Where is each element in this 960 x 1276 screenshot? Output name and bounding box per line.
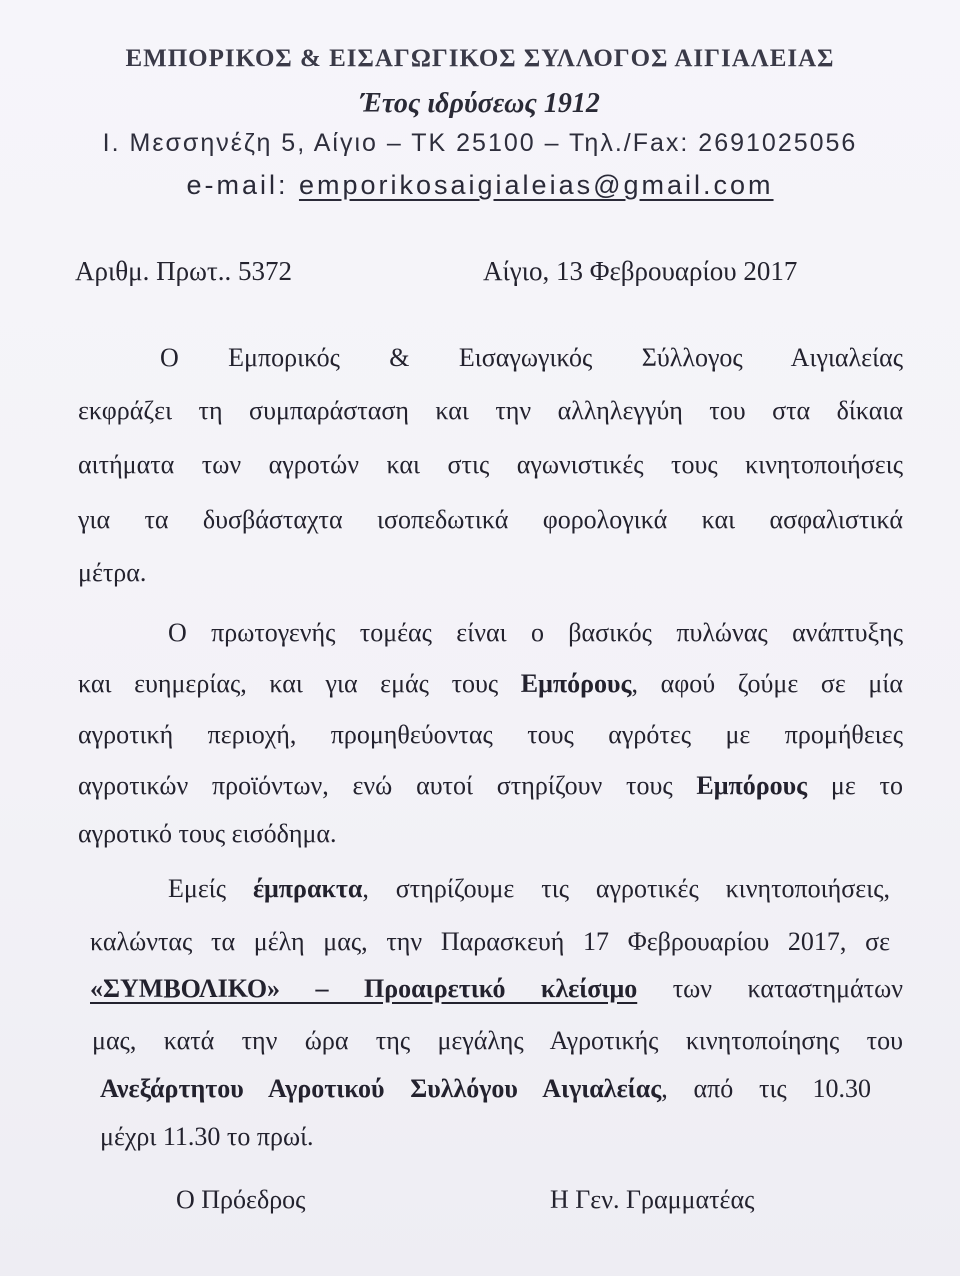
p1-line-4: για τα δυσβάσταχτα ισοπεδωτικά φορολογικά και ασφαλιστικά [78, 505, 903, 534]
signature-president: Ο Πρόεδρος [176, 1185, 306, 1214]
place-date: Αίγιο, 13 Φεβρουαρίου 2017 [483, 256, 798, 286]
p3-line-5-b: , από τις 10.30 [661, 1074, 871, 1103]
p2-line-4-a: αγροτικών προϊόντων, ενώ αυτοί στηρίζουν τους [78, 771, 697, 800]
p2-line-2-a: και ευημερίας, και για εμάς τους [78, 669, 521, 698]
emporous-emphasis-2: Εμπόρους [696, 771, 808, 800]
p2-line-1: Ο πρωτογενής τομέας είναι ο βασικός πυλώνας ανάπτυξης [168, 618, 903, 647]
founding-year: Έτος ιδρύσεως 1912 [360, 88, 600, 119]
p3-line-6: μέχρι 11.30 το πρωί. [100, 1122, 314, 1151]
p3-line-1-c: , στηρίζουμε τις αγροτικές κινητοποιήσεις, [362, 874, 890, 903]
p2-line-2 [78, 668, 903, 700]
email-link[interactable]: emporikosaigialeias@gmail.com [298, 170, 774, 200]
p3-line-5 [100, 1073, 871, 1105]
protocol-number: Αριθμ. Πρωτ.. 5372 [75, 256, 292, 286]
association-name-emphasis: Ανεξάρτητου Αγροτικού Συλλόγου Αιγιαλείας [100, 1074, 662, 1103]
p3-line-1-a: Εμείς [168, 874, 253, 903]
p2-line-5: αγροτικό τους εισόδημα. [78, 819, 337, 848]
p1-line-5: μέτρα. [78, 558, 147, 587]
p2-line-4 [78, 770, 903, 802]
p2-line-3: αγροτική περιοχή, προμηθεύοντας τους αγρότες με προμήθειες [78, 720, 903, 749]
p1-line-2: εκφράζει τη συμπαράσταση και την αλληλεγγύη του στα δίκαια [78, 396, 903, 425]
email-line [0, 170, 960, 201]
emporous-emphasis-1: Εμπόρους [520, 669, 632, 698]
p1-line-1: Ο Εμπορικός & Εισαγωγικός Σύλλογος Αιγιαλείας [160, 343, 903, 372]
email-label: e-mail: [186, 170, 299, 200]
p3-line-4: μας, κατά την ώρα της μεγάλης Αγροτικής κινητοποίησης του [92, 1026, 903, 1055]
p1-line-3: αιτήματα των αγροτών και στις αγωνιστικές τους κινητοποιήσεις [78, 450, 903, 479]
empraktа-emphasis: έμπρακτα [252, 874, 363, 903]
p2-line-2-c: , αφού ζούμε σε μία [631, 669, 903, 698]
p3-line-3-b: των καταστημάτων [637, 974, 903, 1003]
signature-secretary: Η Γεν. Γραμματέας [550, 1185, 755, 1214]
p3-line-2: καλώντας τα μέλη μας, την Παρασκευή 17 Φεβρουαρίου 2017, σε [90, 927, 890, 956]
organization-name: ΕΜΠΟΡΙΚΟΣ & ΕΙΣΑΓΩΓΙΚΟΣ ΣΥΛΛΟΓΟΣ ΑΙΓΙΑΛΕΙΑΣ [125, 45, 835, 72]
symbolic-closure-emphasis: «ΣΥΜΒΟΛΙΚΟ» – Προαιρετικό κλείσιμο [90, 974, 638, 1003]
p2-line-4-c: με το [807, 771, 903, 800]
p3-line-3 [90, 973, 903, 1005]
address-line: Ι. Μεσσηνέζη 5, Αίγιο – ΤΚ 25100 – Τηλ./Fax: 2691025056 [102, 129, 858, 157]
p3-line-1 [168, 873, 890, 905]
